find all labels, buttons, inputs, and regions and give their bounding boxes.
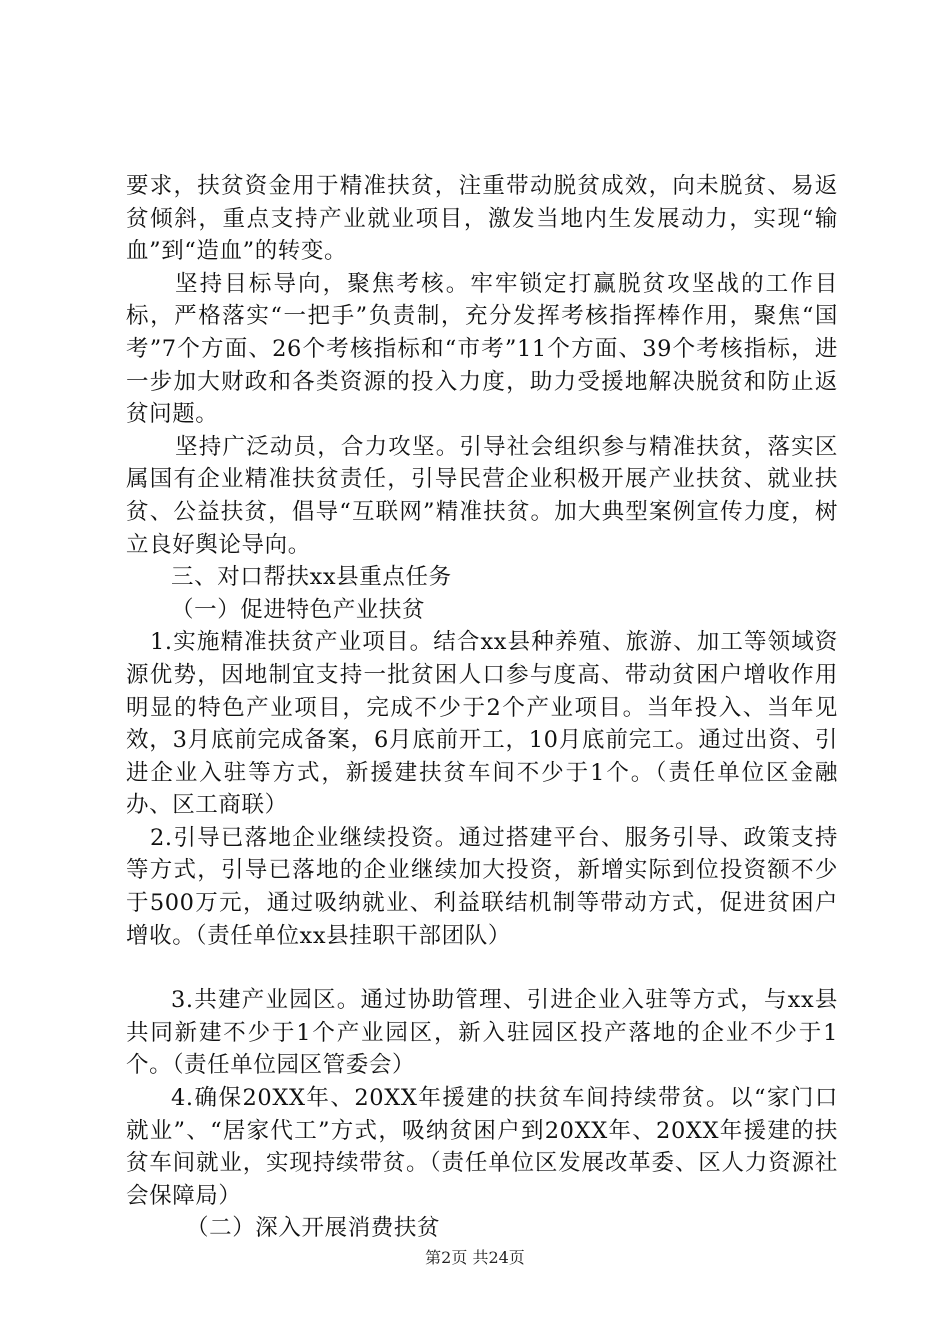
list-item-4: 4.确保20XX年、20XX年援建的扶贫车间持续带贫。以“家门口就业”、“居家代工”方式，吸纳贫困户到20XX年、20XX年援建的扶贫车间就业，实现持续带贫。（责任单位区发展改革委、区人力资源社会保障局） [126,1085,838,1209]
paragraph-target-orientation: 坚持目标导向，聚焦考核。牢牢锁定打赢脱贫攻坚战的工作目标，严格落实“一把手”负责制，充分发挥考核指挥棒作用，聚焦“国考”7个方面、26个考核指标和“市考”11个方面、39个考核指标，进一步加大财政和各类资源的投入力度，助力受援地解决脱贫和防止返贫问题。 [126,270,838,428]
paragraph-funding-requirements: 要求，扶贫资金用于精准扶贫，注重带动脱贫成效，向未脱贫、易返贫倾斜，重点支持产业就业项目，激发当地内生发展动力，实现“输血”到“造血”的转变。 [126,173,838,265]
section-heading-key-tasks: 三、对口帮扶xx县重点任务 [171,564,452,591]
document-body [126,170,838,1245]
list-item-2: 2.引导已落地企业继续投资。通过搭建平台、服务引导、政策支持等方式，引导已落地的企业继续加大投资，新增实际到位投资额不少于500万元，通过吸纳就业、利益联结机制等带动方式，促进贫困户增收。（责任单位xx县挂职干部团队） [126,824,838,949]
list-item-1: 1.实施精准扶贫产业项目。结合xx县种养殖、旅游、加工等领域资源优势，因地制宜支持一批贫困人口参与度高、带动贫困户增收作用明显的特色产业项目，完成不少于2个产业项目。当年投入、当年见效，3月底前完成备案，6月底前开工，10月底前完工。通过出资、引进企业入驻等方式，新援建扶贫车间不少于1个。（责任单位区金融办、区工商联） [126,629,838,819]
page-number-footer: 第2页 共24页 [425,1248,525,1267]
paragraph-broad-mobilization: 坚持广泛动员，合力攻坚。引导社会组织参与精准扶贫，落实区属国有企业精准扶贫责任，引导民营企业积极开展产业扶贫、就业扶贫、公益扶贫，倡导“互联网”精准扶贫。加大典型案例宣传力度，树立良好舆论导向。 [126,433,838,558]
subsection-heading-industry: （一）促进特色产业扶贫 [171,596,426,623]
list-item-3: 3.共建产业园区。通过协助管理、引进企业入驻等方式，与xx县共同新建不少于1个产业园区，新入驻园区投产落地的企业不少于1个。（责任单位园区管委会） [126,987,838,1079]
subsection-heading-consumption: （二）深入开展消费扶贫 [186,1215,441,1242]
